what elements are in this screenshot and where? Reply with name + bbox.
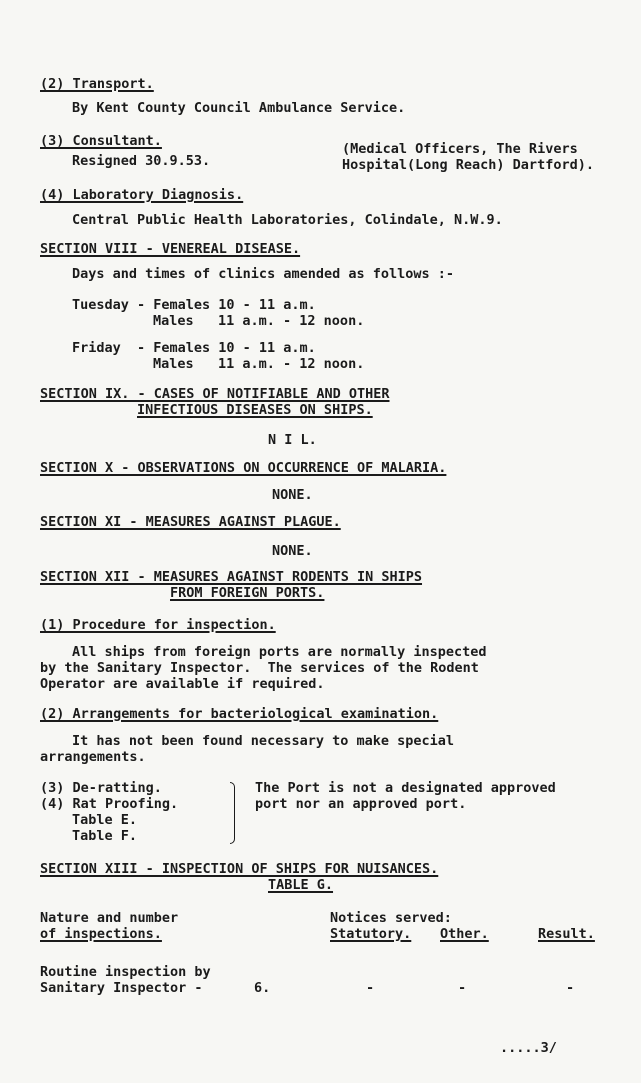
row-statutory: - (366, 980, 375, 996)
lab-text: Central Public Health Laboratories, Colindale, N.W.9. (72, 212, 503, 228)
row-label-line2: Sanitary Inspector - (40, 980, 203, 996)
port-note-line1: The Port is not a designated approved (255, 780, 556, 796)
bacteriological-line1: It has not been found necessary to make special (72, 733, 455, 749)
port-note-line2: port nor an approved port. (255, 796, 467, 812)
col-notices: Notices served: (330, 910, 452, 926)
section-x-heading: SECTION X - OBSERVATIONS ON OCCURRENCE OF MALARIA. (40, 460, 447, 476)
section-ix-value: N I L. (268, 432, 317, 448)
transport-heading: (2) Transport. (40, 76, 154, 92)
page-continuation-marker: .....3/ (500, 1040, 557, 1056)
row-number: 6. (254, 980, 271, 996)
bacteriological-heading: (2) Arrangements for bacteriological examination. (40, 706, 439, 722)
col-nature-line2: of inspections. (40, 926, 162, 942)
section-xi-heading: SECTION XI - MEASURES AGAINST PLAGUE. (40, 514, 341, 530)
consultant-heading: (3) Consultant. (40, 133, 162, 149)
consultant-note-line2: Hospital(Long Reach) Dartford). (342, 157, 594, 173)
col-other: Other. (440, 926, 489, 942)
transport-text: By Kent County Council Ambulance Service. (72, 100, 406, 116)
lab-heading: (4) Laboratory Diagnosis. (40, 187, 244, 203)
section-xii-heading-line1: SECTION XII - MEASURES AGAINST RODENTS IN SHIPS (40, 569, 423, 585)
section-xi-value: NONE. (272, 543, 313, 559)
grouping-brace (230, 782, 235, 844)
row-other: - (458, 980, 467, 996)
row-result: - (566, 980, 575, 996)
tuesday-males: Males 11 a.m. - 12 noon. (153, 313, 365, 329)
item-table-f: Table F. (72, 828, 138, 844)
col-nature-line1: Nature and number (40, 910, 179, 926)
friday-males: Males 11 a.m. - 12 noon. (153, 356, 365, 372)
consultant-resigned: Resigned 30.9.53. (72, 153, 211, 169)
section-xii-heading-line2: FROM FOREIGN PORTS. (170, 585, 325, 601)
procedure-line2: by the Sanitary Inspector. The services of the Rodent (40, 660, 479, 676)
tuesday-females: - Females 10 - 11 a.m. (137, 297, 316, 313)
procedure-line1: All ships from foreign ports are normally inspected (72, 644, 487, 660)
col-result: Result. (538, 926, 595, 942)
bacteriological-line2: arrangements. (40, 749, 146, 765)
row-label-line1: Routine inspection by (40, 964, 211, 980)
section-xiii-heading: SECTION XIII - INSPECTION OF SHIPS FOR NUISANCES. (40, 861, 439, 877)
section-viii-intro: Days and times of clinics amended as follows :- (72, 266, 455, 282)
friday-label: Friday (72, 340, 121, 356)
consultant-note-line1: (Medical Officers, The Rivers (342, 141, 578, 157)
section-ix-heading-line2: INFECTIOUS DISEASES ON SHIPS. (137, 402, 373, 418)
friday-females: - Females 10 - 11 a.m. (137, 340, 316, 356)
section-ix-heading-line1: SECTION IX. - CASES OF NOTIFIABLE AND OTHER (40, 386, 390, 402)
section-x-value: NONE. (272, 487, 313, 503)
procedure-heading: (1) Procedure for inspection. (40, 617, 276, 633)
item-table-e: Table E. (72, 812, 138, 828)
tuesday-label: Tuesday (72, 297, 129, 313)
procedure-line3: Operator are available if required. (40, 676, 325, 692)
item-de-ratting: (3) De-ratting. (40, 780, 162, 796)
item-rat-proofing: (4) Rat Proofing. (40, 796, 179, 812)
section-viii-heading: SECTION VIII - VENEREAL DISEASE. (40, 241, 301, 257)
table-g-label: TABLE G. (268, 877, 334, 893)
col-statutory: Statutory. (330, 926, 412, 942)
